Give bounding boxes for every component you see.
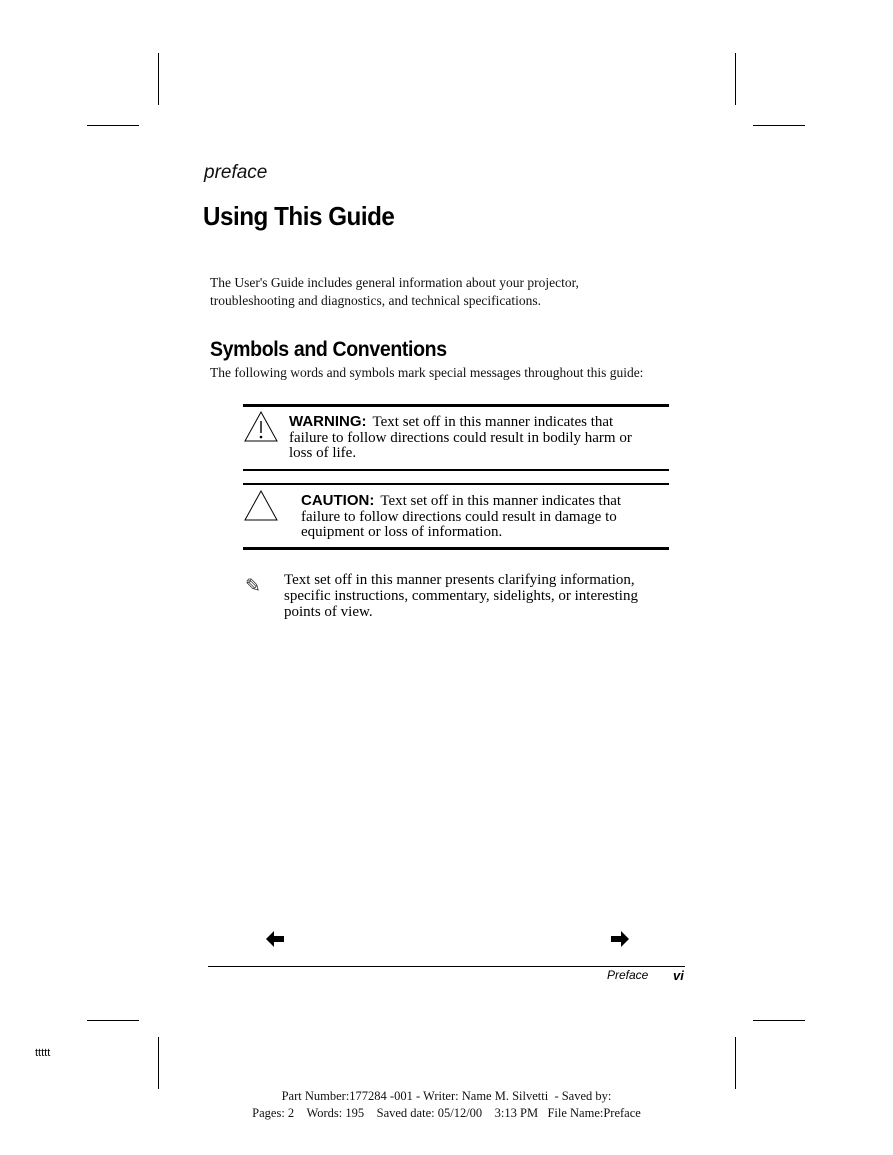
caution-label: CAUTION: xyxy=(301,492,375,509)
caution-line-3: equipment or loss of information. xyxy=(301,524,503,540)
warning-line-3: loss of life. xyxy=(289,445,357,461)
intro-line: The User's Guide includes general information about your projector, xyxy=(210,275,579,290)
crop-mark-top-left-horizontal xyxy=(87,125,139,126)
intro-paragraph xyxy=(210,274,680,310)
warning-line-1-text: Text set off in this manner indicates that xyxy=(372,414,614,430)
previous-arrow-shape xyxy=(265,930,285,948)
previous-page-arrow-icon[interactable] xyxy=(265,930,285,953)
crop-mark-bottom-left-horizontal xyxy=(87,1020,139,1021)
crop-mark-bottom-left-vertical xyxy=(158,1037,159,1089)
document-meta-line-1: Part Number:177284 -001 - Writer: Name M. Silvetti - Saved by: xyxy=(281,1089,612,1103)
intro-line: troubleshooting and diagnostics, and technical specifications. xyxy=(210,293,542,308)
section-heading: Symbols and Conventions xyxy=(210,338,447,361)
crop-mark-bottom-right-vertical xyxy=(735,1037,736,1089)
note-line-3: points of view. xyxy=(284,604,373,620)
warning-notice xyxy=(243,404,669,471)
warning-line-2: failure to follow directions could result in bodily harm or xyxy=(289,429,632,446)
caution-line-1-text: Text set off in this manner indicates that xyxy=(380,493,622,509)
crop-mark-top-right-horizontal xyxy=(753,125,805,126)
caution-line-1 xyxy=(301,493,621,510)
chapter-label: preface xyxy=(204,162,268,183)
caution-line-2: failure to follow directions could result in damage to xyxy=(301,508,617,525)
warning-label: WARNING: xyxy=(289,413,367,430)
page-number: vi xyxy=(673,968,684,983)
warning-triangle-icon xyxy=(243,410,279,444)
side-mark: ttttt xyxy=(35,1047,51,1059)
caution-triangle-icon xyxy=(243,489,279,523)
page-title: Using This Guide xyxy=(203,201,395,231)
section-intro: The following words and symbols mark special messages throughout this guide: xyxy=(210,365,644,380)
warning-line-1 xyxy=(289,414,632,431)
next-arrow-shape xyxy=(610,930,630,948)
next-page-arrow-icon[interactable] xyxy=(610,930,630,953)
pencil-note-icon: ✎ xyxy=(245,576,261,597)
crop-mark-bottom-right-horizontal xyxy=(753,1020,805,1021)
note-line-1: Text set off in this manner presents clarifying information, xyxy=(284,572,635,588)
note-text xyxy=(284,572,674,620)
caution-text xyxy=(301,493,621,541)
crop-mark-top-left-vertical xyxy=(158,53,159,105)
warning-text xyxy=(289,414,632,462)
footer-rule xyxy=(208,966,685,967)
running-foot: Preface xyxy=(607,968,649,982)
note-line-2: specific instructions, commentary, sidelights, or interesting xyxy=(284,588,638,604)
crop-mark-top-right-vertical xyxy=(735,53,736,105)
document-meta-line-2: Pages: 2 Words: 195 Saved date: 05/12/00 3:13 PM File Name:Preface xyxy=(252,1106,641,1120)
caution-notice xyxy=(243,483,669,550)
